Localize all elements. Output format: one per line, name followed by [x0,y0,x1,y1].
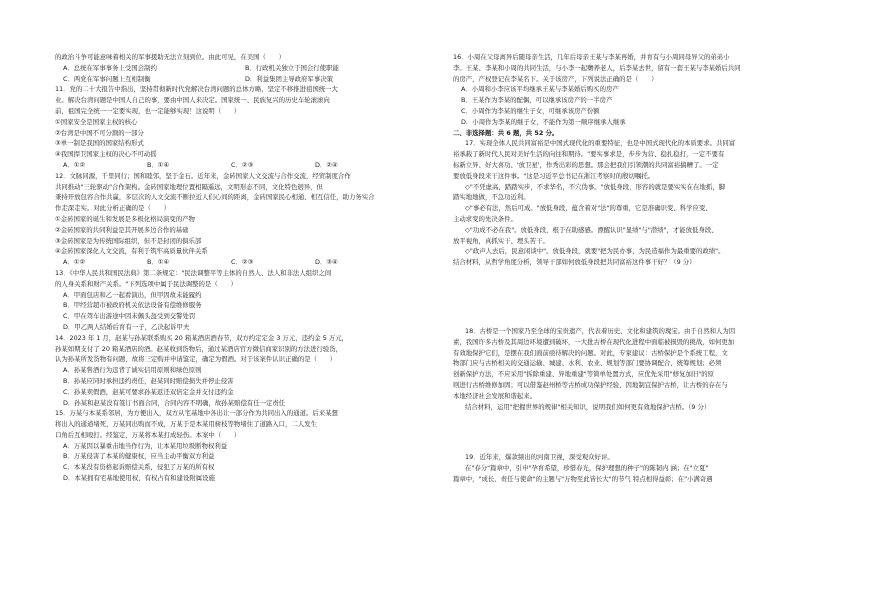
q11-item: ②台湾是中国不可分割的一部分 [55,128,144,137]
q14-line: 认为孙某所发货物有问题，故将三定购并申请鉴定，确定为假酒。对于该案件认识正确的是（ ） [55,355,337,364]
q11-item: ④我国捍卫国家主权的决心不可动摇 [55,150,157,159]
q11-line: 11．党的二十大报告中指出，坚持贯彻新时代党解决台湾问题的总体方略，坚定不移推进祖国统一大 [55,85,338,94]
q16-line: 的房产，产权登记在李某名下。关于该房产，下列说法正确的是（ ） [453,74,658,83]
q18-line: 则进行古桥维修加固；可以借鉴赵州桥等古桥成功保护经验，因地制宜保护古桥，让古桥的存在与 [453,380,728,389]
q16-line: 16．小周在父母离异后随母亲生活，几年后母亲王某与李某再婚，并育有与小周同母异父的弟弟小 [453,53,730,61]
answer-space [453,412,825,452]
q11-item: ③单一制是我国的国家结构形式 [55,139,144,148]
option[interactable]: D．利益集团主导政府军事决策 [245,74,333,83]
q17-bullet: ◇"功成不必在我"。放低身段，根于在助感感。漂醒认识"显绩"与"潜绩"，才能放低身段、 [465,225,718,234]
q17-bullet: 踏实地地做，不急功近利。 [453,193,530,202]
q19-line: 篇章中，"成长、责任与使命"的主题与"万物至此皆长大"的节气 特点相得益彰；在"小满奇遇 [453,474,713,483]
option[interactable]: B．万某侵害了本某的健康权，应当主动平衡双方利益 [63,452,215,461]
q12-item: ③金砖国家是为传统国际组织，但不是封闭的俱乐部 [55,236,202,245]
q18-line: 有效地保护它们，是摆在我们面前亟待解决的问题。对此，专家建议：古桥保护是个系统工程，文 [453,348,728,357]
section-heading: 二、非选择题：共 6 题，共 52 分。 [453,128,559,137]
option[interactable]: D．本某拥有宅基地使用权，有权占有和建设附属设施 [63,474,215,483]
option[interactable]: B．行政机关独立于国会行使职能 [245,63,339,72]
q14-line: 14．2023 年 1 月，赵某与孙某联系购买 20 箱某酒店酒春节，双方约定定金 3 万元，违约金 5 万元， [55,333,349,342]
q10-options-row1 [55,63,405,74]
answer-space [453,268,825,326]
q18-line: 物部门应与古桥相关的交通运输、城建、水利、农业、规划等部门要协调配合、统筹规划；必须 [453,359,722,368]
q17-line: 要放低身段来干这件事。"这是习近平总书记在浙江考察时的殷切嘱托。 [453,171,655,180]
q11-item: ①国家安全是国家主权的核心 [55,117,138,126]
q10-tail: 的政治斗争可能意味着相关的军事援助无法立刻到位。由此可见，在美国（ ） [55,53,286,61]
option[interactable]: A．小周和小李应该平均继承王某与李某婚后购买的房产 [461,85,619,94]
option[interactable]: A．甲面包店和乙一起看演出，但甲因故未能履约 [63,290,202,299]
option[interactable]: C．甲在驾车出游途中因未佩头盔受到交警处罚 [63,312,196,321]
q10-options-row2 [55,74,405,85]
q18-line: 18．古桥是一个国家乃至全球的宝贵遗产，代表着历史、文化和建筑的瑰宝。由于自然和人为因 [465,326,736,335]
option[interactable]: D．②④ [315,160,338,169]
q17-bullet: ◇"不凭虚高，踏踏实步，不求华名，不穴伪事。"放低身段，形容的就是要实实在在地抓，脚 [465,182,726,191]
option[interactable]: D．孙某和赵某没有签订书面合同，合同内容不明确，故孙某赔偿有任一定责任 [63,398,286,407]
option[interactable]: D．甲乙两人结婚后育有一子，乙决起诉甲夫 [63,322,190,331]
q18-line: 素，我国许多古桥及其周边环境遭到破坏，一大批古桥在现代化进程中面临被损毁的挑战，如何更加 [453,337,735,346]
q13-line: 的人身关系和财产关系。"下列选项中属于民法调整的是（ ） [55,279,237,288]
q17-bullet: ◇"事必有法，然后可成。"放低身段，蕴含着对"法"的尊重，它是准确识变、科学应变、 [465,204,712,213]
q12-line: 12．文脉同源，千里同行；国和睦邻，坚于金石。近年来，金砖国家人文交流与合作交流，经贸制度合作 [55,171,351,180]
q12-line: 作走深走实。对此分析正确的是（ ） [55,204,171,213]
q17-bullet: 放平视角，真抓实干、埋头苦干。 [453,236,549,245]
q12-item: ④金砖国家深化人文交流，有利于筑牢高质量伙伴关系 [55,247,208,256]
option[interactable]: C．两党在军事问题上互相制衡 [63,74,151,83]
q18-task: 结合材料，运用"把握世界的规律"相关知识，说明我们如何更有效地保护古桥。（9 分） [465,402,711,411]
option[interactable]: B．王某作为李某的配偶，可以继承该房产的一半房产 [461,96,613,105]
q12-line: 共同推动"三轮驱动"合作架构。金砖国家地理位置相隔遥远，文明形态不同，文化特色迥异，但 [55,182,323,191]
q16-line: 李。王某、李某和小周的共同生活，与小李一起赡养老人，后李某去世，留有一套王某与李某婚后共同 [453,63,741,72]
q12-options [55,257,405,268]
option[interactable]: D．小周作为李某的继子女，不能作为第一顺序继承人继承 [461,117,626,126]
q15-line: 将出入的通道堵死，万某同出购而不成，万某于是本某用树枝等物堵住了道路入口，二人发生 [55,420,318,429]
option[interactable]: A．①② [63,258,86,267]
option[interactable]: C．本某没有资格起诉赔偿关系，侵犯了万某的所有权 [63,463,215,472]
q17-bullet: 主动求变的先决条件。 [453,214,517,223]
q17-line: 标新立异、好大喜功、'放卫星'，作秀出彩的思想。那会把我们引领潮的共同富裕搞糟了。一定 [453,160,719,169]
q18-line: 本地经济社会发展和谐起来。 [453,391,537,400]
q17-line: 裕承载了新时代人民对美好生活的向往和期待。"要实事求是，步步为营、稳扎稳打，一定不要有 [453,150,725,159]
option[interactable]: A．①② [63,160,86,169]
q12-line: 秉持开放包容合作共赢，多层次的人文交流不断拉近人们心间的距离，金砖国家民心相通、相互信任，助力务实合 [55,193,375,202]
option[interactable]: B．甲经营超市被政府机关依法设备有偿维修服务 [63,301,202,310]
q15-line: 口角后互相殴打。经鉴定，万某将本某打成轻伤。本案中（ ） [55,430,241,439]
option[interactable]: C．孙某卖假酒，赵某可要求孙某返还双倍定金并支付违约金 [63,387,234,396]
q11-options [55,160,405,171]
q19-line: 在"春分"篇章中，引申"孕育希望，珍惜春光，保护理想的种子"的陈韧内 涵；在"立夏" [465,464,709,473]
q17-task: 结合材料，从哲学角度分析，领导干部如何放低身段把共同富裕这件事干好？（9 分） [453,258,696,267]
option[interactable]: C．小周作为李某的继生子女，可继承该房产份额 [461,106,600,115]
option[interactable]: A．总统在军事事务上受国会制约 [63,63,157,72]
left-column [55,52,405,484]
q18-line: 创新保护方法，不应采用"拆除重建、异地重建"等简单处置方式，应优先采用"修复加旧"的原 [453,370,714,379]
q17-bullet: ◇"政声人去后，民意闲谈中"。放低身段，就要"把为民办事、为民造福作为最重要的政绩"。 [465,247,725,256]
q11-line: 前，祖国完全统一一定要实现，也一定能够实现！这说明（ ） [55,106,241,115]
q12-item: ②金砖国家的共同利益是其开展多边合作的基础 [55,225,189,234]
option[interactable]: C．②③ [231,258,254,267]
option[interactable]: B．孙某应同时承担违约责任，赵某同时赔偿损失并停止侵害 [63,376,234,385]
option[interactable]: A．万某因以暴重击地当作行为，让本某用垃圾断物权利益 [63,441,228,450]
option[interactable]: D．③④ [315,258,338,267]
q12-item: ①金砖国家的诞生和发展是多极化格局演变的产物 [55,214,195,223]
option[interactable]: A．孙某售酒行为违背了诚实信用原则和绿色原则 [63,366,202,375]
right-column [453,52,825,485]
q19-line: 19．近年来，爆款频出的河南卫视，深受观众好评。 [465,453,614,462]
option[interactable]: B．①④ [147,160,170,169]
q15-line: 15．万某与本某系邻居，为方便出入，双方从宅基地中各出让一部分作为共同出入的通道。后来某想 [55,409,338,418]
option[interactable]: C．②③ [231,160,254,169]
q11-line: 业。解决台湾问题是中国人自己的事，要由中国人来决定。国家统一、民族复兴的历史车轮滚滚向 [55,96,330,105]
q13-line: 13．《中华人民共和国民法典》第二条规定："民法调整平等主体的自然人、法人和非法人组织之间 [55,268,332,277]
q14-line: 孙某如期支付了 20 箱某酒店的酒。赵某收到货物后，通过某酒店官方微信商家识别的方法进行验货， [55,344,342,353]
q17-line: 17．实现全体人民共同富裕是中国式现代化的重要特征，也是中国式现代化的本质要求。共同富 [465,139,736,148]
option[interactable]: B．①④ [147,258,170,267]
